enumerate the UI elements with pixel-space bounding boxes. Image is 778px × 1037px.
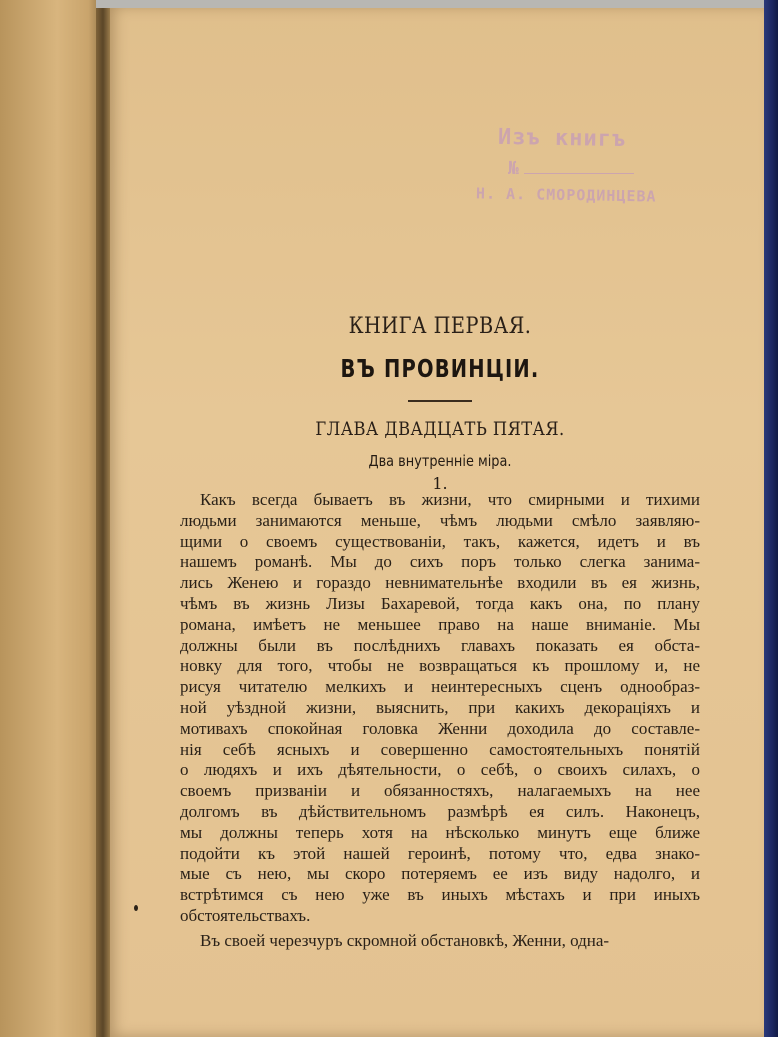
left-page: [0, 0, 104, 1037]
body-line: людьми занимаются меньше, чѣмъ людьми смѣло заявляю-: [180, 510, 700, 530]
body-line: нашемъ романѣ. Мы до сихъ поръ только слегка занима-: [180, 552, 700, 572]
chapter-subtitle: Два внутренніе міра.: [368, 452, 512, 470]
body-line: новку для того, чтобы не возвращаться къ прошлому и, не: [180, 656, 700, 676]
book-gutter: [96, 0, 110, 1037]
body-line: ной уѣздной жизни, выяснить, при какихъ декораціяхъ и: [180, 697, 700, 717]
blue-cover-edge: [764, 0, 778, 1037]
body-line: лись Женею и гораздо невнимательнѣе входили въ ея жизнь,: [180, 573, 700, 593]
part-title: ВЪ ПРОВИНЦІИ.: [340, 354, 540, 383]
body-line: должны были въ послѣднихъ главахъ показать ея обста-: [180, 635, 700, 655]
body-line: щими о своемъ существованіи, такъ, кажется, идетъ и въ: [180, 531, 700, 551]
body-line: чѣмъ въ жизнь Лизы Бахаревой, тогда какъ она, по плану: [180, 593, 700, 613]
body-line: мые съ нею, мы скоро потеряемъ ее изъ виду надолго, и: [180, 864, 700, 884]
body-line: обстоятельствахъ.: [180, 905, 311, 925]
ownership-stamp-owner: Н. А. СМОРОДИНЦЕВА: [475, 184, 657, 206]
body-line: нія себѣ ясныхъ и совершенно самостоятельныхъ понятій: [180, 739, 700, 759]
stamp-number-label: №: [508, 158, 520, 179]
body-line: мотивахъ спокойная головка Женни доходила до составле-: [180, 718, 700, 738]
ownership-stamp-line2: [508, 158, 634, 179]
body-line: Какъ всегда бываетъ въ жизни, что смирными и тихими: [200, 490, 700, 509]
book-title: КНИГА ПЕРВАЯ.: [348, 314, 532, 339]
body-line: долгомъ въ дѣйствительномъ размѣрѣ ея силъ. Наконецъ,: [180, 801, 700, 821]
body-line-next-paragraph: Въ своей черезчуръ скромной обстановкѣ, Женни, одна-: [200, 930, 610, 950]
section-number: 1.: [432, 474, 448, 493]
body-line: романа, имѣетъ не меньшее право на наше вниманіе. Мы: [180, 614, 700, 634]
background-wall: [96, 0, 778, 8]
ownership-stamp-line1: Изъ книгъ: [497, 124, 627, 153]
body-line: встрѣтимся съ нею уже въ иныхъ мѣстахъ и при иныхъ: [180, 885, 700, 905]
paper-speck: [134, 905, 138, 911]
stamp-number-rule: [524, 173, 634, 174]
body-line: мы должны теперь хотя на нѣсколько минутъ еще ближе: [180, 822, 700, 842]
body-line: своемъ призваніи и обязанностяхъ, налагаемыхъ на нее: [180, 781, 700, 801]
body-line: рисуя читателю мелкихъ и неинтересныхъ сценъ однообраз-: [180, 677, 700, 697]
title-divider: [408, 400, 472, 402]
body-line: подойти къ этой нашей героинѣ, потому что, едва знако-: [180, 843, 700, 863]
body-text: [180, 490, 700, 952]
chapter-title: ГЛАВА ДВАДЦАТЬ ПЯТАЯ.: [315, 418, 565, 440]
body-line: о людяхъ и ихъ дѣятельности, о себѣ, о своихъ силахъ, о: [180, 760, 700, 780]
